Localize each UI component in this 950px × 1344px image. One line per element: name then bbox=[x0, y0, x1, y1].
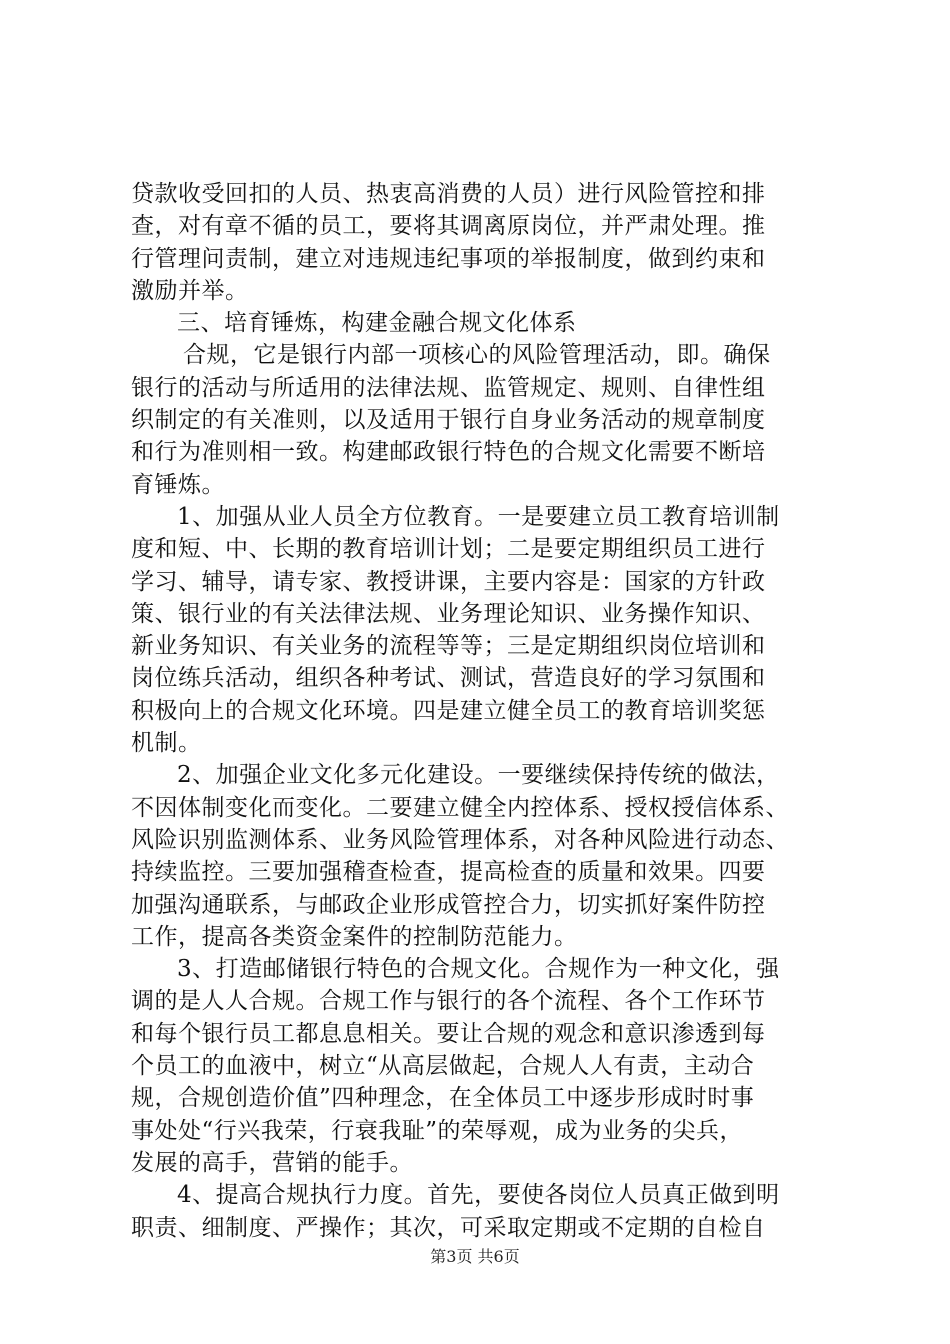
text-line: 3、打造邮储银行特色的合规文化。合规作为一种文化，强 bbox=[177, 956, 780, 983]
text-line: 和每个银行员工都息息相关。要让合规的观念和意识渗透到每 bbox=[131, 1020, 766, 1047]
text-line: 1、加强从业人员全方位教育。一是要建立员工教育培训制 bbox=[177, 503, 780, 530]
text-line: 织制定的有关准则，以及适用于银行自身业务活动的规章制度 bbox=[131, 407, 766, 434]
text-line: 育锤炼。 bbox=[131, 471, 225, 498]
section-heading: 三、培育锤炼，构建金融合规文化体系 bbox=[177, 310, 577, 337]
text-line: 发展的高手，营销的能手。 bbox=[131, 1149, 413, 1176]
text-line: 策、银行业的有关法律法规、业务理论知识、业务操作知识、 bbox=[131, 600, 766, 627]
text-line: 工作，提高各类资金案件的控制防范能力。 bbox=[131, 923, 578, 950]
text-line: 查，对有章不循的员工，要将其调离原岗位，并严肃处理。推 bbox=[131, 213, 766, 240]
text-line: 调的是人人合规。合规工作与银行的各个流程、各个工作环节 bbox=[131, 988, 766, 1015]
text-line: 积极向上的合规文化环境。四是建立健全员工的教育培训奖惩 bbox=[131, 697, 766, 724]
text-line: 4、提高合规执行力度。首先，要使各岗位人员真正做到明 bbox=[177, 1182, 780, 1209]
text-line: 规，合规创造价值”四种理念，在全体员工中逐步形成时时事 bbox=[131, 1085, 755, 1112]
text-line: 学习、辅导，请专家、教授讲课，主要内容是：国家的方针政 bbox=[131, 568, 766, 595]
text-line: 职责、细制度、严操作；其次，可采取定期或不定期的自检自 bbox=[131, 1214, 766, 1241]
text-line: 个员工的血液中，树立“从高层做起，合规人人有责，主动合 bbox=[131, 1053, 755, 1080]
text-line: 新业务知识、有关业务的流程等等；三是定期组织岗位培训和 bbox=[131, 633, 766, 660]
text-line: 度和短、中、长期的教育培训计划；二是要定期组织员工进行 bbox=[131, 536, 766, 563]
text-line: 机制。 bbox=[131, 730, 202, 757]
text-line: 行管理问责制，建立对违规违纪事项的举报制度，做到约束和 bbox=[131, 245, 766, 272]
text-line: 岗位练兵活动，组织各种考试、测试，营造良好的学习氛围和 bbox=[131, 665, 766, 692]
text-line: 加强沟通联系，与邮政企业形成管控合力，切实抓好案件防控 bbox=[131, 891, 766, 918]
text-line: 不因体制变化而变化。二要建立健全内控体系、授权授信体系、 bbox=[131, 794, 789, 821]
text-line: 持续监控。三要加强稽查检查，提高检查的质量和效果。四要 bbox=[131, 859, 766, 886]
text-line: 风险识别监测体系、业务风险管理体系，对各种风险进行动态、 bbox=[131, 826, 789, 853]
text-line: 事处处“行兴我荣，行衰我耻”的荣辱观，成为业务的尖兵， bbox=[131, 1117, 744, 1144]
document-body bbox=[131, 178, 831, 1244]
text-line: 银行的活动与所适用的法律法规、监管规定、规则、自律性组 bbox=[131, 374, 766, 401]
text-line: 合规，它是银行内部一项核心的风险管理活动，即。确保 bbox=[183, 342, 771, 369]
text-line: 2、加强企业文化多元化建设。一要继续保持传统的做法， bbox=[177, 762, 780, 789]
text-line: 激励并举。 bbox=[131, 277, 249, 304]
page-number-footer: 第3页 共6页 bbox=[430, 1247, 520, 1266]
text-line: 贷款收受回扣的人员、热衷高消费的人员）进行风险管控和排 bbox=[131, 181, 766, 207]
text-line: 和行为准则相一致。构建邮政银行特色的合规文化需要不断培 bbox=[131, 439, 766, 466]
